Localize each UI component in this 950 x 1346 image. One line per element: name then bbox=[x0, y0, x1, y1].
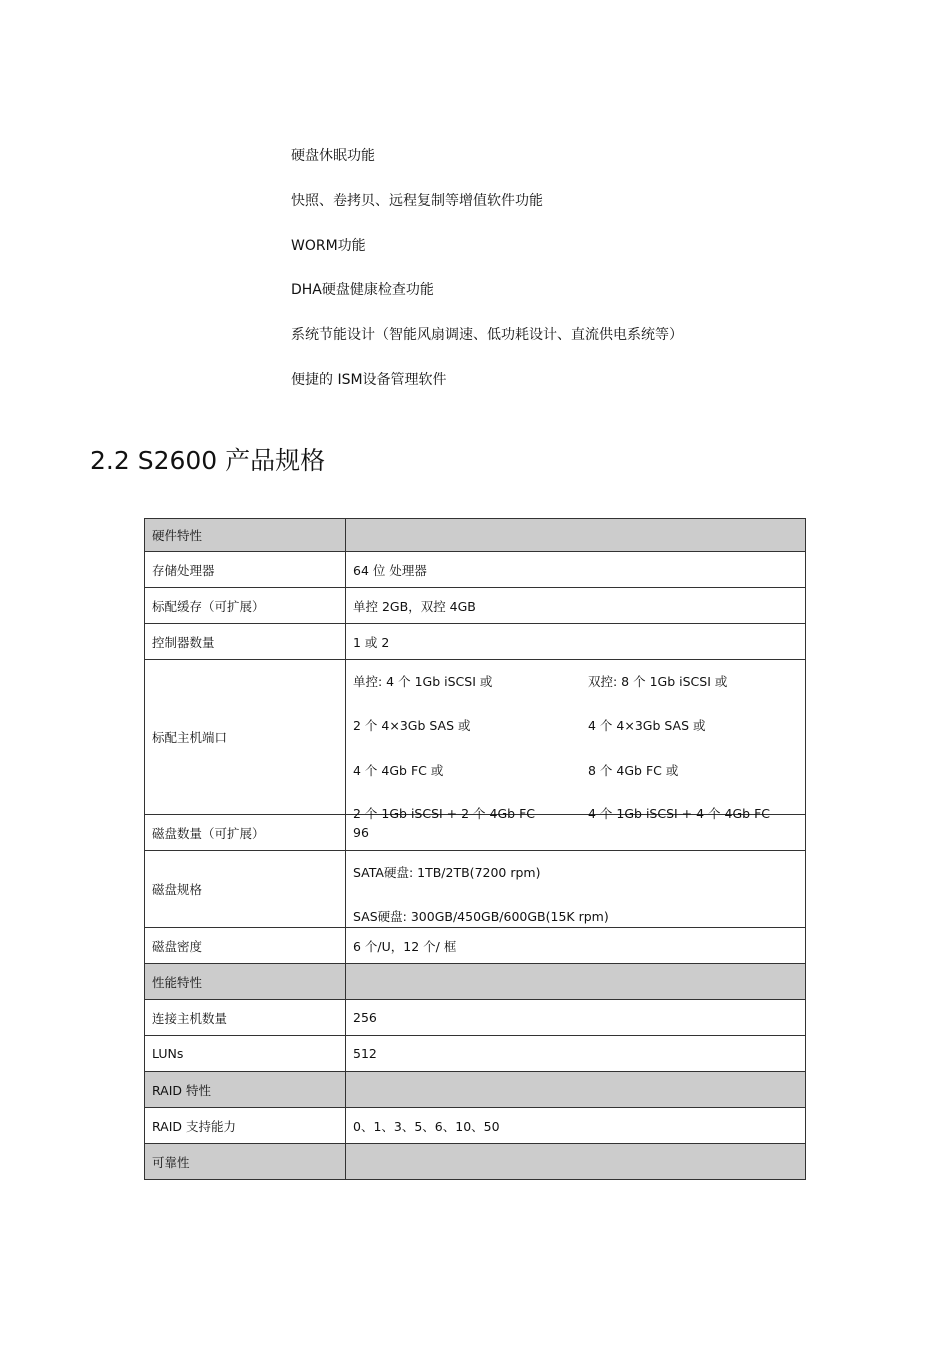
table-section-row bbox=[145, 519, 806, 552]
feature-item: 便捷的 ISM设备管理软件 bbox=[291, 371, 447, 388]
feature-item: WORM功能 bbox=[291, 237, 366, 254]
row-label: 存储处理器 bbox=[145, 552, 346, 588]
row-label: LUNs bbox=[145, 1036, 346, 1072]
spec-table bbox=[144, 518, 806, 1180]
row-label: 磁盘数量（可扩展） bbox=[145, 815, 346, 851]
single-controller-port: 4 个 4Gb FC 或 bbox=[353, 763, 444, 778]
table-row bbox=[145, 1036, 806, 1072]
row-value: 512 bbox=[346, 1036, 806, 1072]
table-row bbox=[145, 552, 806, 588]
row-label: 连接主机数量 bbox=[145, 1000, 346, 1036]
section-value-empty bbox=[346, 1072, 806, 1108]
row-label: 磁盘规格 bbox=[145, 851, 346, 928]
table-row bbox=[145, 928, 806, 964]
host-ports-cell bbox=[346, 660, 806, 821]
section-value-empty bbox=[346, 964, 806, 1000]
row-value: 96 bbox=[346, 815, 806, 851]
single-controller-port: 单控: 4 个 1Gb iSCSI 或 bbox=[353, 674, 493, 689]
section-label: 硬件特性 bbox=[145, 519, 346, 552]
table-row bbox=[145, 624, 806, 660]
dual-controller-port: 双控: 8 个 1Gb iSCSI 或 bbox=[588, 674, 728, 689]
section-value-empty bbox=[346, 1144, 806, 1180]
row-value: 64 位 处理器 bbox=[346, 552, 806, 588]
section-heading: 2.2 S2600 产品规格 bbox=[90, 446, 326, 475]
feature-list bbox=[291, 146, 683, 415]
table-section-row bbox=[145, 1072, 806, 1108]
table-row bbox=[145, 660, 806, 815]
sata-spec: SATA硬盘: 1TB/2TB(7200 rpm) bbox=[353, 865, 541, 880]
row-label: 控制器数量 bbox=[145, 624, 346, 660]
dual-controller-port: 4 个 1Gb iSCSI + 4 个 4Gb FC bbox=[588, 806, 770, 821]
table-section-row bbox=[145, 964, 806, 1000]
feature-item: DHA硬盘健康检查功能 bbox=[291, 282, 434, 299]
section-label: 可靠性 bbox=[145, 1144, 346, 1180]
single-controller-port: 2 个 4×3Gb SAS 或 bbox=[353, 718, 471, 733]
dual-controller-port: 8 个 4Gb FC 或 bbox=[588, 763, 679, 778]
table-row bbox=[145, 851, 806, 928]
table-row bbox=[145, 1108, 806, 1144]
row-value: 256 bbox=[346, 1000, 806, 1036]
disk-spec-cell bbox=[346, 851, 806, 928]
row-label: 标配主机端口 bbox=[145, 660, 346, 815]
section-label: 性能特性 bbox=[145, 964, 346, 1000]
sas-spec: SAS硬盘: 300GB/450GB/600GB(15K rpm) bbox=[353, 909, 609, 924]
row-value: 6 个/U，12 个/ 框 bbox=[346, 928, 806, 964]
row-value: 0、1、3、5、6、10、50 bbox=[346, 1108, 806, 1144]
section-value-empty bbox=[346, 519, 806, 552]
table-row bbox=[145, 588, 806, 624]
row-value: 单控 2GB，双控 4GB bbox=[346, 588, 806, 624]
feature-item: 硬盘休眠功能 bbox=[291, 148, 375, 164]
table-section-row bbox=[145, 1144, 806, 1180]
dual-controller-port: 4 个 4×3Gb SAS 或 bbox=[588, 718, 706, 733]
row-label: 磁盘密度 bbox=[145, 928, 346, 964]
row-label: RAID 支持能力 bbox=[145, 1108, 346, 1144]
table-row bbox=[145, 1000, 806, 1036]
feature-item: 系统节能设计（智能风扇调速、低功耗设计、直流供电系统等） bbox=[291, 327, 683, 344]
row-label: 标配缓存（可扩展） bbox=[145, 588, 346, 624]
row-value: 1 或 2 bbox=[346, 624, 806, 660]
feature-item: 快照、卷拷贝、远程复制等增值软件功能 bbox=[291, 192, 543, 209]
section-label: RAID 特性 bbox=[145, 1072, 346, 1108]
single-controller-port: 2 个 1Gb iSCSI + 2 个 4Gb FC bbox=[353, 806, 535, 821]
